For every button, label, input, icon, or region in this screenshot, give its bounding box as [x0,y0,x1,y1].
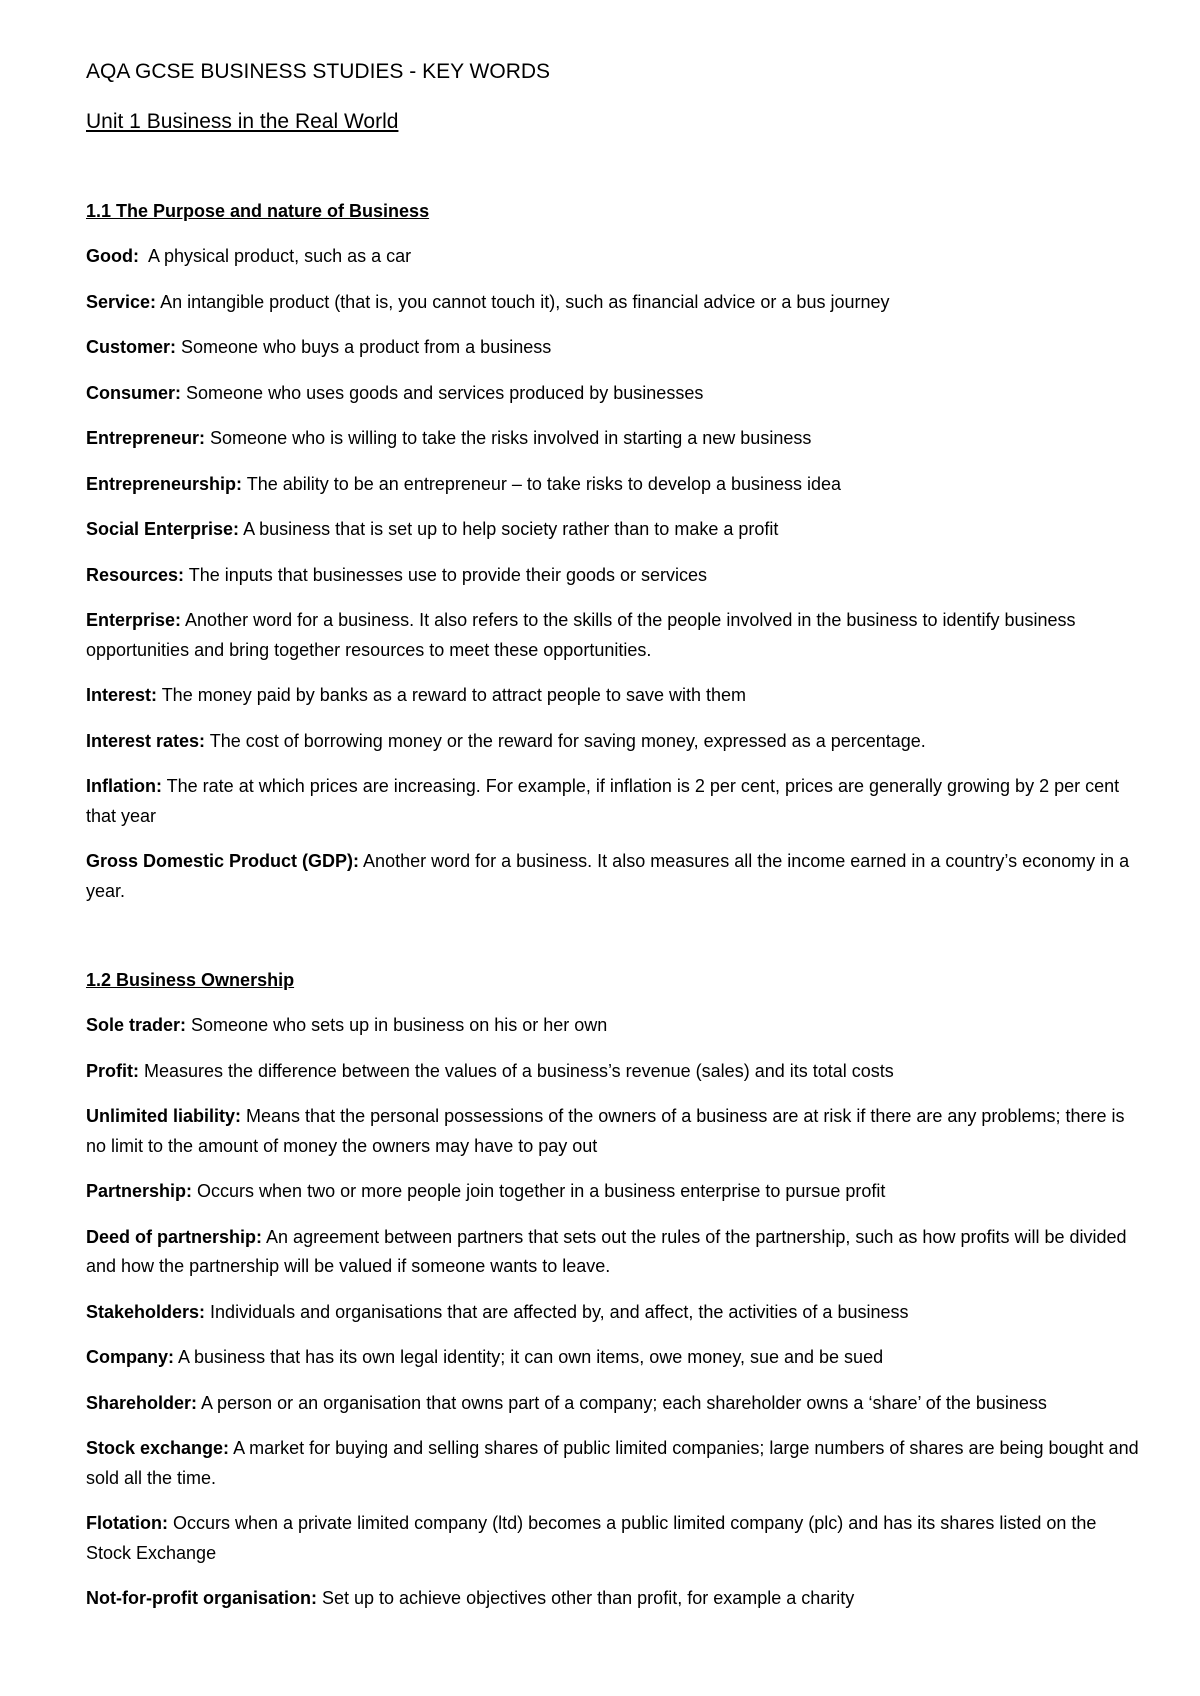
key-word-definition: The inputs that businesses use to provide their goods or services [184,564,708,585]
key-word-term: Stakeholders: [86,1301,206,1322]
section-heading: 1.2 Business Ownership [86,970,295,990]
key-word-term: Enterprise: [86,610,182,630]
key-word-definition: A physical product, such as a car [138,246,412,266]
key-word-entry [86,1223,1146,1282]
key-word-definition: Someone who sets up in business on his or her own [186,1015,608,1035]
key-word-term: Consumer: [86,382,182,403]
key-word-definition: Someone who is willing to take the risks involved in starting a new business [205,428,812,448]
key-word-term: Profit: [86,1060,139,1081]
key-word-definition: The rate at which prices are increasing. For example, if inflation is 2 per cent, prices are generally growing by 2 per cent that year [86,776,1125,826]
section-heading: 1.1 The Purpose and nature of Business [86,201,430,221]
key-word-term: Customer: [86,337,177,357]
document-title: AQA GCSE BUSINESS STUDIES - KEY WORDS [86,60,551,83]
key-word-term: Service: [86,291,157,312]
key-word-term: Company: [86,1347,175,1367]
key-word-definition: Means that the personal possessions of the owners of a business are at risk if there are any problems; there is no limit to the amount of money the owners may have to pay out [86,1106,1130,1156]
key-word-term: Entrepreneurship: [86,473,243,494]
key-word-definition: A business that has its own legal identity; it can own items, owe money, sue and be sued [174,1347,884,1367]
key-word-definition: A market for buying and selling shares of public limited companies; large numbers of shares are being bought and sold all the time. [86,1438,1144,1488]
key-word-definition: Measures the difference between the values of a business’s revenue (sales) and its total costs [139,1060,894,1081]
key-word-entry [86,561,1146,591]
key-word-entry [86,379,1146,409]
key-word-definition: Someone who buys a product from a business [176,337,552,357]
key-word-term: Good: [86,246,139,266]
key-word-definition: The money paid by banks as a reward to attract people to save with them [157,685,747,705]
key-word-definition: A person or an organisation that owns part of a company; each shareholder owns a ‘share’ of the business [197,1392,1047,1413]
key-word-term: Deed of partnership: [86,1226,263,1247]
key-word-entry [86,1298,1146,1328]
key-word-entry [86,424,1146,454]
key-word-entry [86,681,1146,711]
key-word-term: Sole trader: [86,1015,187,1035]
key-word-entry [86,847,1146,906]
key-word-term: Resources: [86,564,185,585]
key-word-definition: Another word for a business. It also measures all the income earned in a country’s economy in a year. [86,851,1135,901]
key-word-definition: Occurs when a private limited company (ltd) becomes a public limited company (plc) and has its shares listed on the Stock Exchange [86,1513,1102,1563]
key-word-term: Social Enterprise: [86,519,240,539]
key-word-term: Partnership: [86,1181,193,1201]
key-word-entry [86,1389,1146,1419]
key-word-term: Shareholder: [86,1392,198,1413]
key-word-entry [86,772,1146,831]
key-word-entry [86,470,1146,500]
key-word-definition: Set up to achieve objectives other than profit, for example a charity [316,1588,855,1608]
key-word-entry [86,1584,1146,1614]
key-word-entry [86,1102,1146,1161]
key-word-term: Entrepreneur: [86,428,206,448]
key-word-definition: The cost of borrowing money or the reward for saving money, expressed as a percentage. [205,730,926,751]
key-word-definition: An agreement between partners that sets out the rules of the partnership, such as how profits will be divided and how the partnership will be valued if someone wants to leave. [86,1226,1132,1276]
key-word-entry [86,1011,1146,1041]
key-word-definition: A business that is set up to help society rather than to make a profit [239,519,779,539]
key-word-term: Inflation: [86,776,162,796]
key-word-entry [86,242,1146,272]
key-word-definition: Occurs when two or more people join together in a business enterprise to pursue profit [192,1181,886,1201]
key-word-entry [86,1057,1146,1087]
key-word-entry [86,515,1146,545]
key-word-term: Unlimited liability: [86,1106,242,1126]
key-word-definition: Another word for a business. It also refers to the skills of the people involved in the business to identify business opportunities and bring together resources to meet these opportunities. [86,610,1081,660]
key-word-definition: Individuals and organisations that are affected by, and affect, the activities of a business [205,1301,909,1322]
key-word-term: Not-for-profit organisation: [86,1588,317,1608]
key-word-entry [86,1434,1146,1493]
key-word-definition: Someone who uses goods and services produced by businesses [181,382,704,403]
document-page [86,58,1146,1630]
key-word-term: Stock exchange: [86,1438,230,1458]
key-word-entry [86,606,1146,665]
sections-container [86,199,1146,1614]
key-word-entry [86,1177,1146,1207]
key-word-term: Interest: [86,685,158,705]
key-word-term: Gross Domestic Product (GDP): [86,851,360,871]
key-word-entry [86,1343,1146,1373]
key-word-term: Interest rates: [86,730,206,751]
key-word-entry [86,727,1146,757]
key-word-entry [86,333,1146,363]
section-spacer [86,922,1146,968]
key-word-entry [86,1509,1146,1568]
key-word-term: Flotation: [86,1513,168,1533]
key-word-entry [86,288,1146,318]
key-word-definition: The ability to be an entrepreneur – to take risks to develop a business idea [242,473,842,494]
unit-title: Unit 1 Business in the Real World [86,110,399,133]
key-word-definition: An intangible product (that is, you cannot touch it), such as financial advice or a bus journey [156,291,890,312]
